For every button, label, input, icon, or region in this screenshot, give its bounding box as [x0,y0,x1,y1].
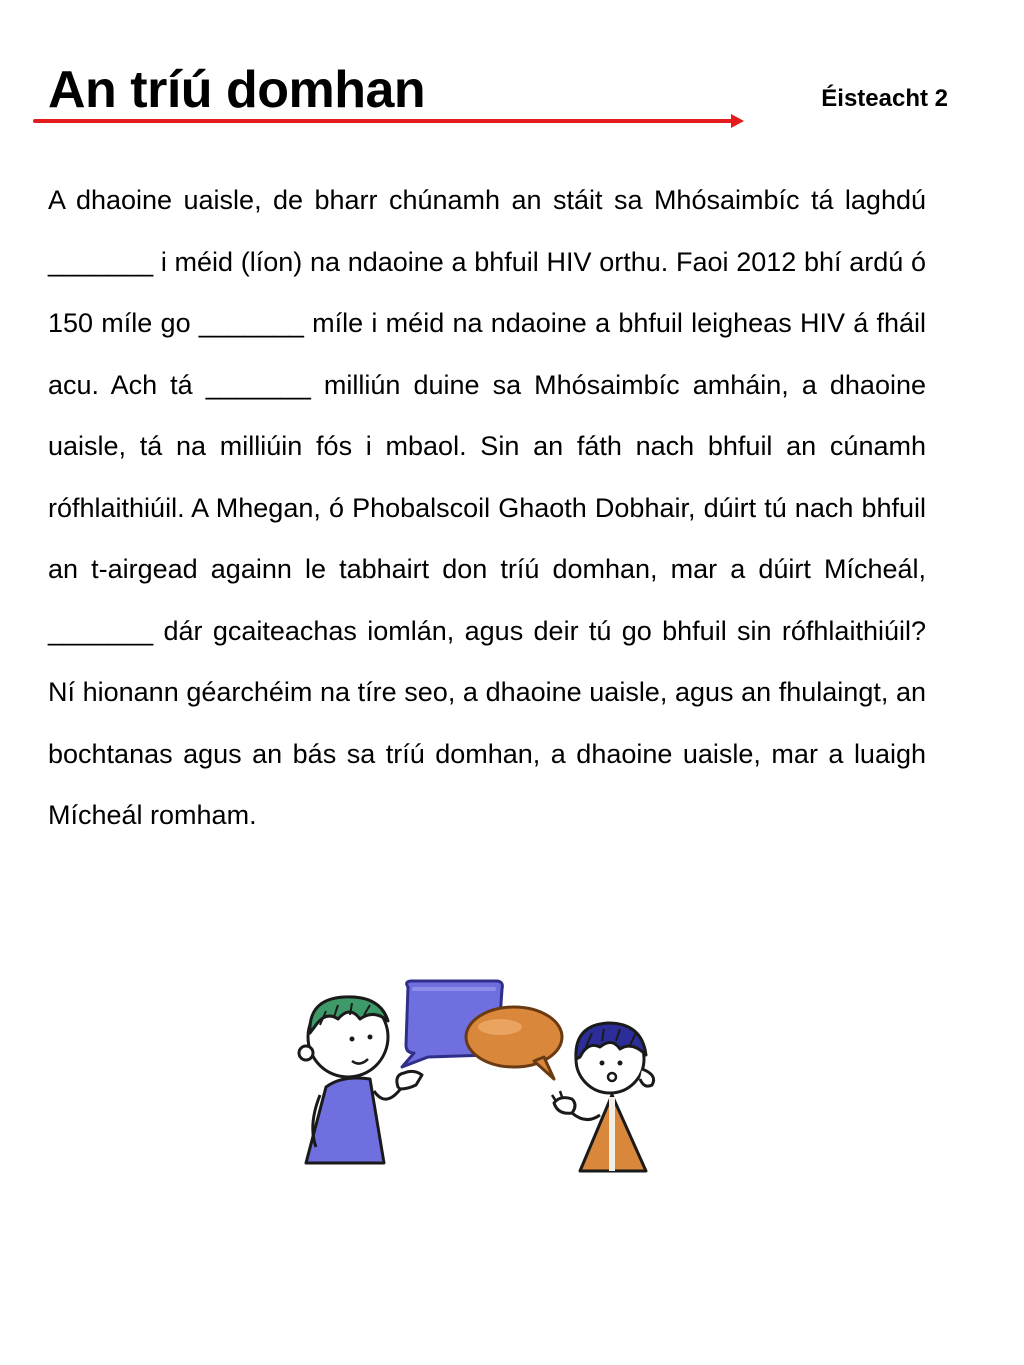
left-person-icon [299,997,422,1163]
page-title: An tríú domhan [48,61,426,119]
red-arrow-rule [33,111,745,131]
two-people-talking-icon [290,975,670,1175]
section-label: Éisteacht 2 [821,85,948,112]
orange-speech-bubble-icon [466,1007,562,1079]
right-person-icon [552,1023,654,1171]
listening-passage: A dhaoine uaisle, de bharr chúnamh an stáit sa Mhósaimbíc tá laghdú _______ i méid (líon) na ndaoine a bhfuil HIV orthu. Faoi 2012 bhí ardú ó 150 míle go _______ míle i méid na ndaoine a bhfuil leigheas HIV á fháil acu. Ach tá _______ milliún duine sa Mhósaimbíc amháin, a dhaoine uaisle, tá na milliúin fós i mbaol. Sin an fáth nach bhfuil an cúnamh rófhlaithiúil. A Mhegan, ó Phobalscoil Ghaoth Dobhair, dúirt tú nach bhfuil an t-airgead againn le tabhairt don tríú domhan, mar a dúirt Mícheál, _______ dár gcaiteachas iomlán, agus deir tú go bhfuil sin rófhlaithiúil? Ní hionann géarchéim na tíre seo, a dhaoine uaisle, agus an fhulaingt, an bochtanas agus an bás sa tríú domhan, a dhaoine uaisle, mar a luaigh Mícheál romham. [48,185,926,830]
